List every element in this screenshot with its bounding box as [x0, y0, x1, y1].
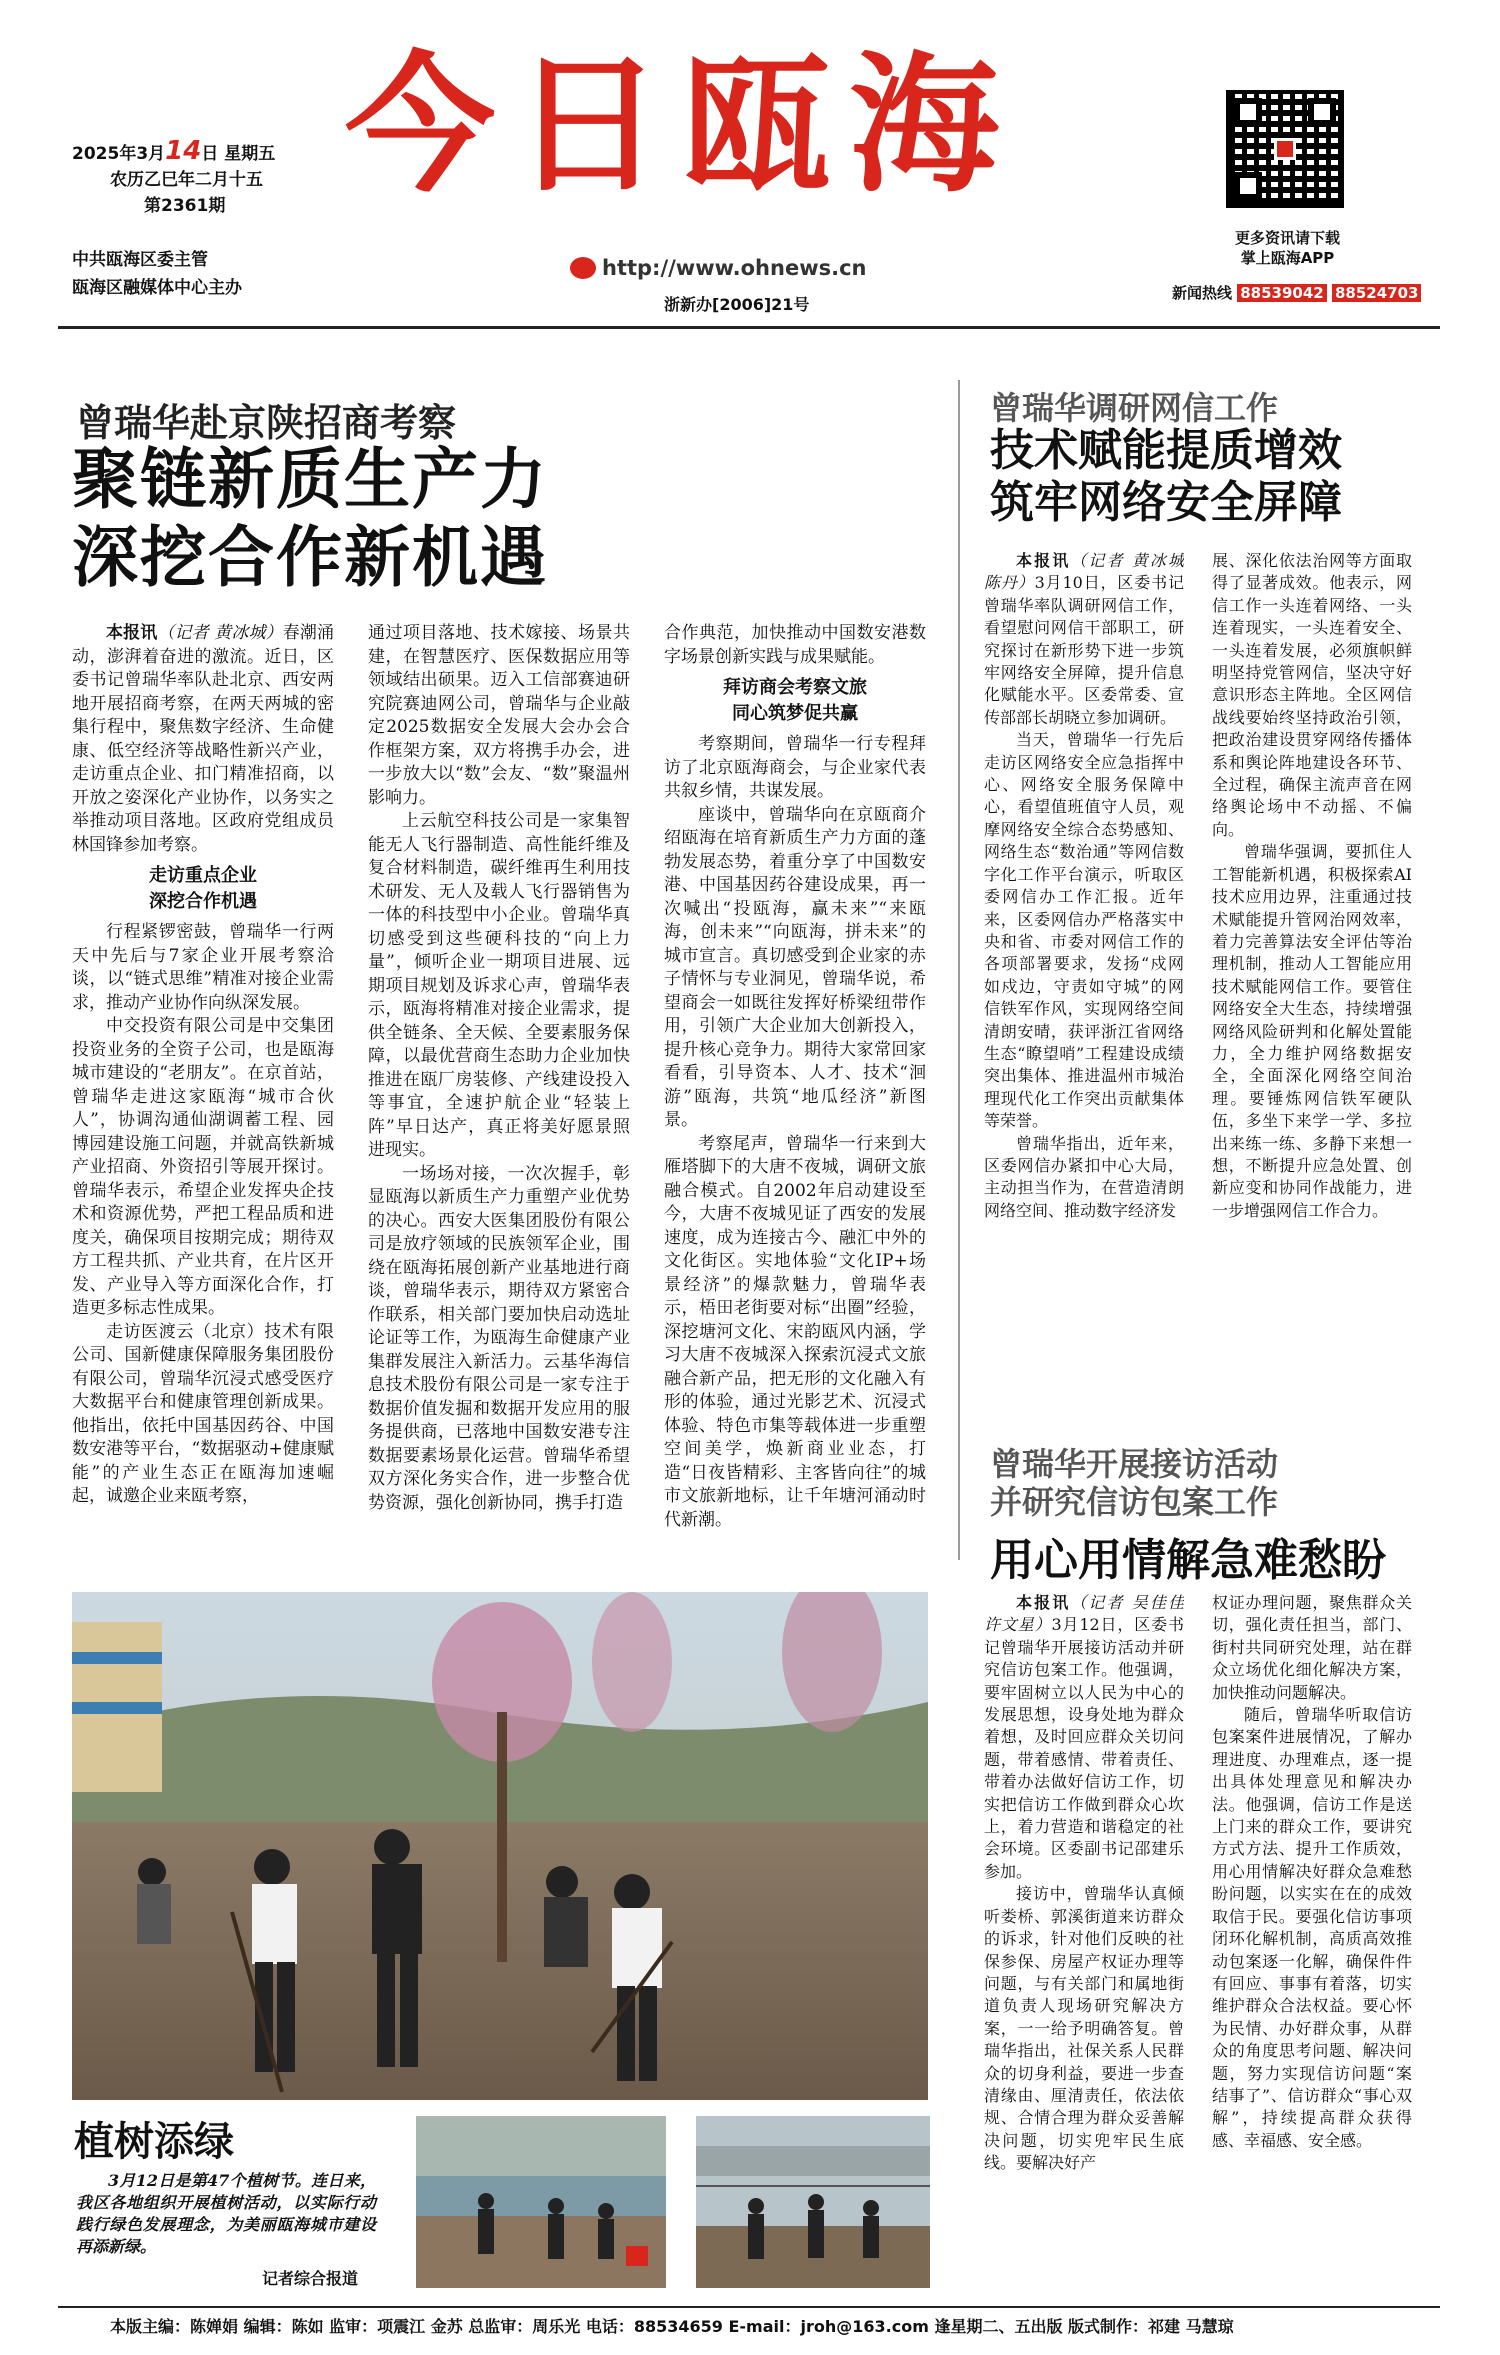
hotline-number-1[interactable]: 88539042: [1237, 284, 1327, 302]
license-number: 浙新办[2006]21号: [664, 295, 810, 314]
date-line: [72, 138, 332, 167]
lead-column-1: [72, 622, 334, 1572]
qr-caption-line-1: 更多资讯请下载: [1234, 229, 1340, 247]
hotline-number-2[interactable]: 88524703: [1332, 284, 1422, 302]
lead-paragraph: 一场场对接，一次次握手，彰显瓯海以新质生产力重塑产业优势的决心。西安大医集团股份有限公司是放疗领域的民族领军企业，围绕在瓯海拓展创新产业基地进行商谈，曾瑞华表示，期待双方紧密合作联系，相关部门要加快启动选址论证等工作，为瓯海生命健康产业集群发展注入新活力。云基华海信息技术股份有限公司是一家专注于数据价值发掘和数据开发应用的服务提供商，已落地中国数安港专注数据要素场景化运营。曾瑞华希望双方深化务实合作，进一步整合优势资源，强化创新协同，携手打造: [368, 1163, 630, 1513]
column-divider: [958, 380, 960, 1560]
lead-paragraph: 走访医渡云（北京）技术有限公司、国新健康保障服务集团股份有限公司，曾瑞华沉浸式感受医疗大数据平台和健康管理创新成果。他指出，依托中国基因药谷、中国数安港等平台，“数据驱动+健康赋能”的产业生态正在瓯海加速崛起，诚邀企业来瓯考察，: [72, 1321, 334, 1506]
photo-caption-text: 3月12日是第47个植树节。连日来，我区各地组织开展植树活动，以实际行动践行绿色发展理念，为美丽瓯海城市建设再添新绿。: [76, 2171, 376, 2256]
lead-paragraph: 考察期间，曾瑞华一行专程拜访了北京瓯海商会，与企业家代表共叙乡情，共谋发展。: [664, 734, 926, 801]
photo-credit: 记者综合报道: [262, 2269, 359, 2288]
secondary-photo-1: [416, 2116, 666, 2288]
lead-subhead-2a: 拜访商会考察文旅: [723, 677, 867, 698]
date-day: 14: [165, 136, 202, 166]
article2-byline: 本报讯: [1016, 551, 1071, 570]
lead-headline: [72, 440, 548, 596]
lead-paragraph: 考察尾声，曾瑞华一行来到大雁塔脚下的大唐不夜城，调研文旅融合模式。自2002年启动建设至今，大唐不夜城见证了西安的发展速度，成为连接古今、融汇中外的文化街区。实地体验“文化IP+场景经济”的爆款魅力，曾瑞华表示，梧田老街要对标“出圈”经验，深挖塘河文化、宋韵瓯风内涵，学习大唐不夜城深入探索沉浸式文旅融合新产品，把无形的文化融入有形的体验，通过光影艺术、沉浸式体验、特色市集等载体进一步重塑空间美学，焕新商业业态，打造“日夜皆精彩、主客皆向往”的城市文旅新地标，让千年塘河涌动时代新潮。: [664, 1133, 926, 1530]
article3-kicker-line-2: 并研究信访包案工作: [990, 1483, 1279, 1521]
photo-block-title: 植树添绿: [74, 2119, 234, 2165]
article3-paragraph: 随后，曾瑞华听取信访包案案件进展情况，了解办理进度、办理难点，逐一提出具体处理意见和解决办法。他强调，信访工作是送上门来的群众工作，要讲究方式方法、提升工作质效，用心用情解决好群众急难愁盼问题，以实实在在的成效取信于民。要强化信访事项闭环化解机制，高质高效推动包案逐一化解，确保件件有回应、事事有着落，切实维护群众合法权益。要心怀为民情、办好群众事，从群众的角度思考问题、解决问题，努力实现信访问题“案结事了”、信访群众“事心双解”，持续提高群众获得感、幸福感、安全感。: [1212, 1705, 1412, 2150]
lead-paragraph: 春潮涌动，澎湃着奋进的激流。近日，区委书记曾瑞华率队赴北京、西安两地开展招商考察，在两天两城的密集行程中，聚焦数字经济、生命健康、低空经济等战略性新兴产业，走访重点企业、扣门精准招商，以开放之姿深化产业协作，以务实之举推动项目落地。区政府党组成员林国锋参加考察。: [72, 623, 334, 855]
lead-reporter: （记者 黄冰城）: [157, 623, 283, 643]
lead-paragraph: 合作典范，加快推动中国数安港数字场景创新实践与成果赋能。: [664, 623, 926, 667]
article3-kicker-line-1: 曾瑞华开展接访活动: [990, 1445, 1279, 1483]
hotline-label: 新闻热线: [1172, 284, 1233, 302]
lead-subhead-2b: 同心筑梦促共赢: [732, 703, 858, 724]
article2-column-1: [984, 550, 1184, 1435]
lead-headline-line-2: 深挖合作新机遇: [72, 518, 548, 596]
site-logo-icon: [570, 257, 596, 279]
lead-subhead-1: [72, 863, 334, 915]
qr-center-logo-icon: [1274, 138, 1296, 160]
article2-reporter: （记者 黄冰城 陈丹）: [984, 551, 1184, 593]
date-block: [72, 138, 332, 219]
article3-paragraph: 3月12日，区委书记曾瑞华开展接访活动并研究信访包案工作。他强调，要牢固树立以人民为中心的发展思想，设身处地为群众着想，及时回应群众关切问题，带着感情、带着责任、带着办法做好信访工作，切实把信访工作做到群众心坎上，着力营造和谐稳定的社会环境。区委副书记邵建乐参加。: [984, 1615, 1184, 1881]
lead-subhead-1b: 深挖合作机遇: [149, 891, 257, 912]
lead-paragraph: 座谈中，曾瑞华向在京瓯商介绍瓯海在培育新质生产力方面的蓬勃发展态势，着重分享了中国数安港、中国基因药谷建设成果，再一次喊出“投瓯海，赢未来”“来瓯海，创未来”“向瓯海，拼未来”的城市宣言。真切感受到企业家的赤子情怀与专业洞见，曾瑞华说，希望商会一如既往发挥好桥梁纽带作用，引领广大企业加大创新投入，提升核心竞争力。期待大家常回家看看，引导资本、人才、技术“洄游”瓯海，共筑“地瓜经济”新图景。: [664, 804, 926, 1130]
date-prefix: 2025年3月: [72, 144, 166, 164]
article3-reporter: （记者 吴佳佳 许文星）: [984, 1593, 1184, 1635]
article3-byline: 本报讯: [1016, 1593, 1071, 1612]
lead-byline: 本报讯: [106, 623, 158, 643]
organizer-line-1: 中共瓯海区委主管: [72, 250, 208, 270]
masthead-title: 今日瓯海: [345, 37, 1018, 213]
site-url[interactable]: http://www.ohnews.cn: [602, 256, 867, 280]
article2-headline-line-2: 筑牢网络安全屏障: [990, 477, 1342, 528]
article2-paragraph: 曾瑞华强调，要抓住人工智能新机遇，积极探索AI技术应用边界，注重通过技术赋能提升管网治网效率，着力完善算法安全评估等治理机制，推动人工智能应用技术赋能网信工作。要管住网络安全大生态，持续增强网络风险研判和化解处置能力，全力维护网络数据安全，全面深化网络空间治理。要锤炼网信铁军硬队伍，多坐下来学一学、多拉出来练一练、多静下来想一想，不断提升应急处置、创新应变和协同作战能力，进一步增强网信工作合力。: [1212, 842, 1412, 1220]
secondary-photo-2: [696, 2116, 930, 2288]
lead-paragraph: 行程紧锣密鼓，曾瑞华一行两天中先后与7家企业开展考察洽谈，以“链式思维”精准对接企业需求，推动产业协作向纵深发展。: [72, 922, 334, 1013]
article2-headline: [990, 425, 1342, 529]
article2-column-2: [1212, 550, 1412, 1435]
date-suffix: 日 星期五: [201, 144, 276, 164]
footer-divider: [58, 2306, 1440, 2308]
lead-paragraph: 上云航空科技公司是一家集智能无人飞行器制造、高性能纤维及复合材料制造，碳纤维再生利用技术研发、无人及载人飞行器销售为一体的科技型中小企业。曾瑞华真切感受到这些硬科技的“向上力量”，倾听企业一期项目进展、远期项目规划及诉求心声，曾瑞华表示，瓯海将精准对接企业需求，提供全链条、全天候、全要素服务保障，以最优营商生态助力企业加快推进在瓯厂房装修、产线建设投入等事宜，全速护航企业“轻装上阵”早日达产，真正将美好愿景照进现实。: [368, 811, 630, 1160]
lunar-date: 农历乙巳年二月十五: [110, 170, 263, 190]
masthead-divider: [58, 326, 1440, 329]
article2-paragraph: 3月10日，区委书记曾瑞华率队调研网信工作，看望慰问网信干部职工，研究探讨在新形势下进一步筑牢网络安全屏障，提升信息化赋能水平。区委常委、宣传部部长胡晓立参加调研。: [984, 573, 1184, 727]
article2-paragraph: 展、深化依法治网等方面取得了显著成效。他表示，网信工作一头连着网络、一头连着现实，一头连着安全、一头连着发展，必须旗帜鲜明坚持党管网信，坚决守好意识形态主阵地。全区网信战线要始终坚持政治引领，把政治建设贯穿网络传播体系和舆论阵地建设各环节、全过程，确保主流声音在网络舆论场中不动摇、不偏向。: [1212, 551, 1412, 839]
article3-column-2: [1212, 1592, 1412, 2292]
qr-caption: [1200, 228, 1375, 268]
qr-code[interactable]: [1226, 90, 1344, 208]
lead-paragraph: 中交投资有限公司是中交集团投资业务的全资子公司，也是瓯海城市建设的“老朋友”。在京首站，曾瑞华走进这家瓯海“城市合伙人”，协调沟通仙湖调蓄工程、园博园建设施工问题，并就高铁新城产业招商、外资招引等展开探讨。曾瑞华表示，希望企业发挥央企技术和资源优势，严把工程品质和进度关，确保项目按期完成；期待双方工程共抓、产业共育，在片区开发、产业导入等方面深化合作，打造更多标志性成果。: [72, 1016, 334, 1318]
news-hotline: [1172, 282, 1421, 303]
lead-subhead-2: [664, 675, 926, 727]
url-line[interactable]: [570, 256, 866, 280]
article3-headline: 用心用情解急难愁盼: [990, 1535, 1386, 1586]
lead-subhead-1a: 走访重点企业: [149, 865, 257, 886]
article3-paragraph: 接访中，曾瑞华认真倾听娄桥、郭溪街道来访群众的诉求，针对他们反映的社保参保、房屋产权证办理等问题，与有关部门和属地街道负责人现场研究解决方案，一一给予明确答复。曾瑞华指出，社保关系人民群众的切身利益，要进一步查清缘由、厘清责任，依法依规、合情合理为群众妥善解决问题，切实兜牢民生底线。要解决好产: [984, 1884, 1184, 2173]
article2-headline-line-1: 技术赋能提质增效: [990, 425, 1342, 476]
article3-kicker: [990, 1445, 1278, 1521]
article2-paragraph: 当天，曾瑞华一行先后走访区网络安全应急指挥中心、网络安全服务保障中心，看望值班值守人员，观摩网络安全综合态势感知、网络生态“数治通”等网信数字化工作平台演示，听取区委网信办工作汇报。近年来，区委网信办严格落实中央和省、市委对网信工作的各项部署要求，发扬“戍网如戍边，守责如守城”的网信铁军作风，实现网络空间清朗安晴，获评浙江省网络生态“瞭望哨”工程建设成绩突出集体、推进温州市城治理现代化工作突出贡献集体等荣誉。: [984, 730, 1184, 1131]
article3-paragraph: 权证办理问题，聚焦群众关切，强化责任担当，部门、街村共同研究处理，站在群众立场优化细化解决方案，加快推动问题解决。: [1212, 1593, 1412, 1702]
footer-credits: 本版主编：陈婵娟 编辑：陈如 监审：项震江 金苏 总监审：周乐光 电话：88534659 E-mail：jroh@163.com 逢星期二、五出版 版式制作：祁建 马慧琼: [110, 2317, 1234, 2336]
issue-number: 第2361期: [144, 196, 226, 216]
lead-kicker: 曾瑞华赴京陕招商考察: [76, 401, 457, 445]
article3-column-1: [984, 1592, 1184, 2292]
organizer-block: [72, 246, 242, 302]
article2-kicker: 曾瑞华调研网信工作: [990, 389, 1279, 427]
lead-column-2: [368, 622, 630, 1572]
main-photo-tree-planting: [72, 1592, 928, 2100]
qr-caption-line-2: 掌上瓯海APP: [1240, 249, 1335, 267]
lead-paragraph: 通过项目落地、技术嫁接、场景共建，在智慧医疗、医保数据应用等领域结出硕果。迈入工信部赛迪研究院赛迪网公司，曾瑞华与企业敲定2025数据安全发展大会办会合作框架方案，双方将携手办会，进一步放大以“数”会友、“数”聚温州影响力。: [368, 623, 630, 808]
photo-block-caption: [76, 2170, 376, 2258]
lead-headline-line-1: 聚链新质生产力: [72, 440, 548, 518]
lead-column-3: [664, 622, 926, 1572]
organizer-line-2: 瓯海区融媒体中心主办: [72, 278, 242, 298]
article2-paragraph: 曾瑞华指出，近年来，区委网信办紧扣中心大局，主动担当作为，在营造清朗网络空间、推动数字经济发: [984, 1133, 1184, 1220]
